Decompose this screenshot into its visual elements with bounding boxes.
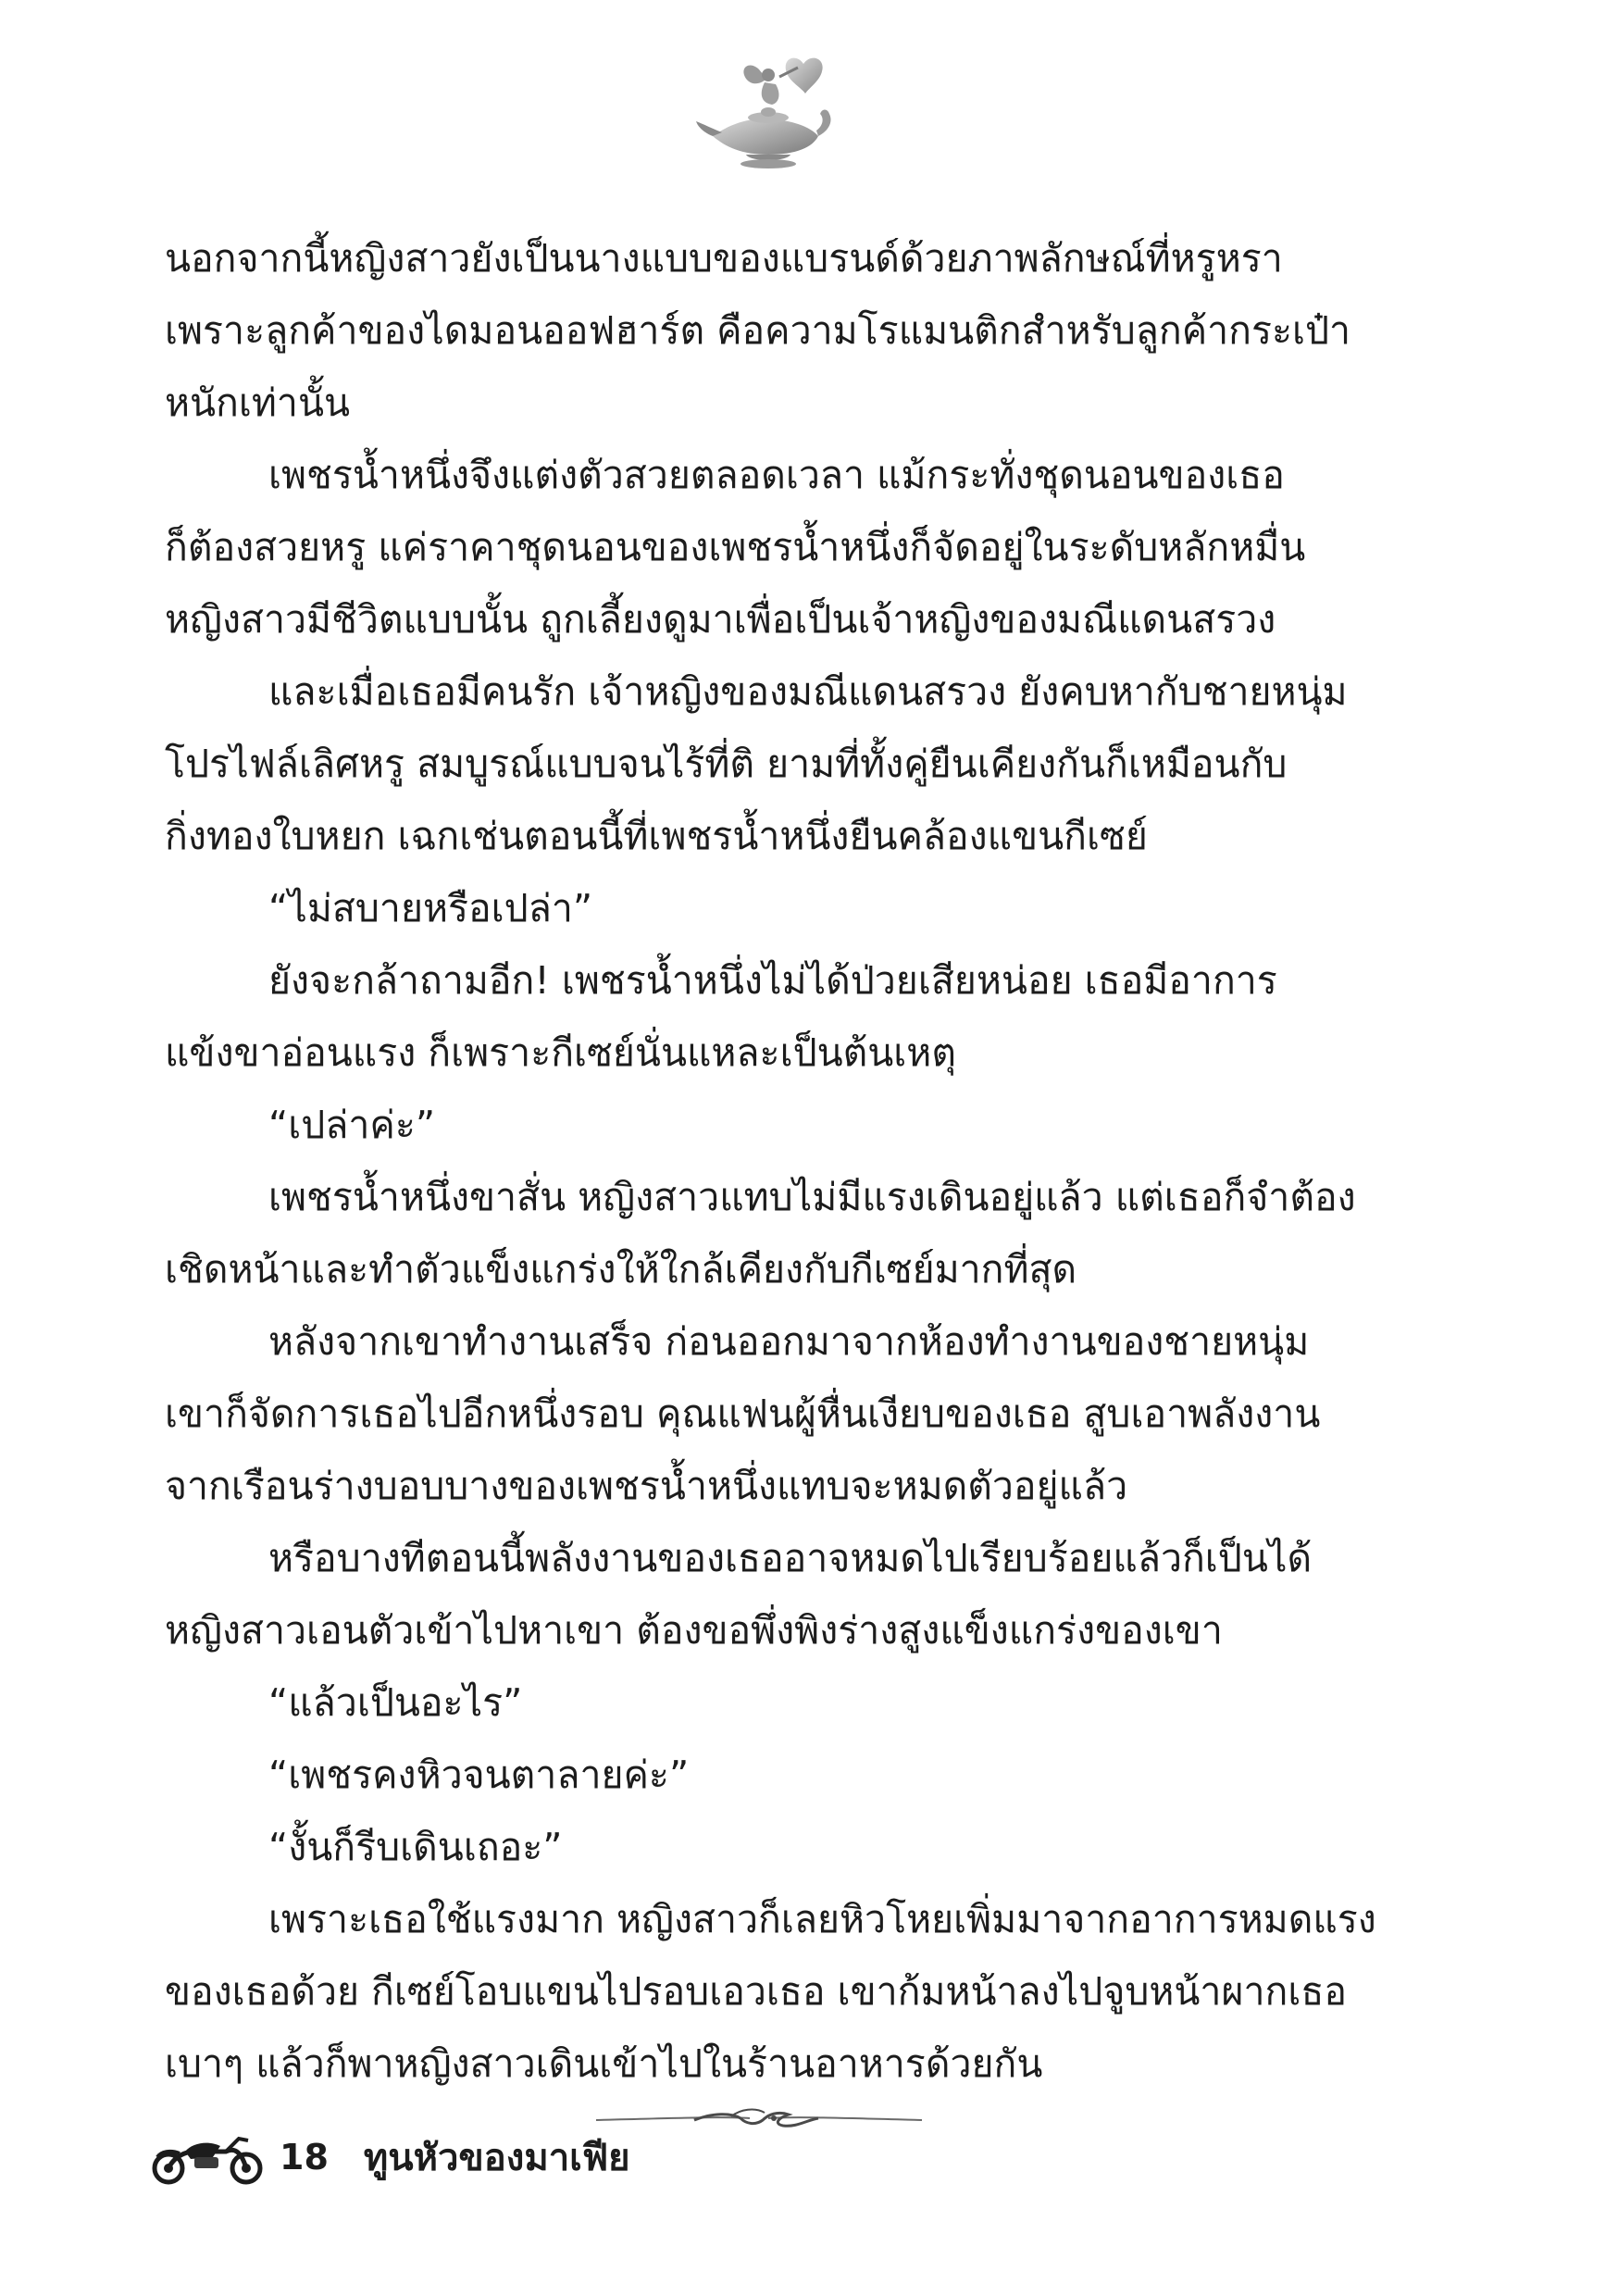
body-text <box>165 222 1376 2100</box>
text-line: หญิงสาวเอนตัวเข้าไปหาเขา ต้องขอพึ่งพิงร่างสูงแข็งแกร่งของเขา <box>165 1608 1223 1653</box>
motorcycle-icon <box>148 2129 267 2185</box>
text-line: เพราะเธอใช้แรงมาก หญิงสาวก็เลยหิวโหยเพิ่มมาจากอาการหมดแรง <box>268 1897 1376 1941</box>
text-line: แข้งขาอ่อนแรง ก็เพราะกีเซย์นั่นแหละเป็นต้นเหตุ <box>165 1030 956 1075</box>
text-line: ก็ต้องสวยหรู แค่ราคาชุดนอนของเพชรน้ำหนึ่งก็จัดอยู่ในระดับหลักหมื่น <box>165 525 1306 569</box>
text-line: เพชรน้ำหนึ่งขาสั่น หญิงสาวแทบไม่มีแรงเดินอยู่แล้ว แต่เธอก็จำต้อง <box>268 1175 1356 1219</box>
text-line: หญิงสาวมีชีวิตแบบนั้น ถูกเลี้ยงดูมาเพื่อเป็นเจ้าหญิงของมณีแดนสรวง <box>165 597 1276 642</box>
text-line: ยังจะกล้าถามอีก! เพชรน้ำหนึ่งไม่ได้ป่วยเสียหน่อย เธอมีอาการ <box>268 958 1277 1003</box>
text-line: หรือบางทีตอนนี้พลังงานของเธออาจหมดไปเรียบร้อยแล้วก็เป็นได้ <box>268 1536 1313 1580</box>
text-line: “เพชรคงหิวจนตาลายค่ะ” <box>268 1753 690 1797</box>
flourish-divider <box>592 2102 926 2135</box>
text-line: “ไม่สบายหรือเปล่า” <box>268 886 593 930</box>
text-line: “เปล่าค่ะ” <box>268 1103 436 1147</box>
genie-lamp-heart-icon <box>694 51 842 171</box>
text-line: เขาก็จัดการเธอไปอีกหนึ่งรอบ คุณแฟนผู้หื่นเงียบของเธอ สูบเอาพลังงาน <box>165 1391 1321 1436</box>
text-line: หนักเท่านั้น <box>165 381 350 425</box>
page-number: 18 <box>280 2137 329 2177</box>
text-line: กิ่งทองใบหยก เฉกเช่นตอนนี้ที่เพชรน้ำหนึ่งยืนคล้องแขนกีเซย์ <box>165 814 1148 858</box>
text-line: โปรไฟล์เลิศหรู สมบูรณ์แบบจนไร้ที่ติ ยามที่ทั้งคู่ยืนเคียงกันก็เหมือนกับ <box>165 742 1288 786</box>
book-title: ทูนหัวของมาเฟีย <box>363 2137 630 2179</box>
text-line: “แล้วเป็นอะไร” <box>268 1680 523 1725</box>
text-line: และเมื่อเธอมีคนรัก เจ้าหญิงของมณีแดนสรวง ยังคบหากับชายหนุ่ม <box>268 669 1348 714</box>
text-line: นอกจากนี้หญิงสาวยังเป็นนางแบบของแบรนด์ด้วยภาพลักษณ์ที่หรูหรา <box>165 236 1283 281</box>
text-line: หลังจากเขาทำงานเสร็จ ก่อนออกมาจากห้องทำงานของชายหนุ่ม <box>268 1319 1310 1364</box>
text-line: เชิดหน้าและทำตัวแข็งแกร่งให้ใกล้เคียงกับกีเซย์มากที่สุด <box>165 1247 1077 1292</box>
page-footer <box>148 2115 630 2199</box>
text-line: จากเรือนร่างบอบบางของเพชรน้ำหนึ่งแทบจะหมดตัวอยู่แล้ว <box>165 1464 1128 1508</box>
text-line: “งั้นก็รีบเดินเถอะ” <box>268 1825 563 1869</box>
text-line: เพชรน้ำหนึ่งจึงแต่งตัวสวยตลอดเวลา แม้กระทั่งชุดนอนของเธอ <box>268 453 1285 497</box>
text-line: เบาๆ แล้วก็พาหญิงสาวเดินเข้าไปในร้านอาหารด้วยกัน <box>165 2041 1043 2086</box>
text-line: เพราะลูกค้าของไดมอนออฟฮาร์ต คือความโรแมนติกสำหรับลูกค้ากระเป๋า <box>165 308 1351 353</box>
text-line: ของเธอด้วย กีเซย์โอบแขนไปรอบเอวเธอ เขาก้มหน้าลงไปจูบหน้าผากเธอ <box>165 1969 1347 2014</box>
